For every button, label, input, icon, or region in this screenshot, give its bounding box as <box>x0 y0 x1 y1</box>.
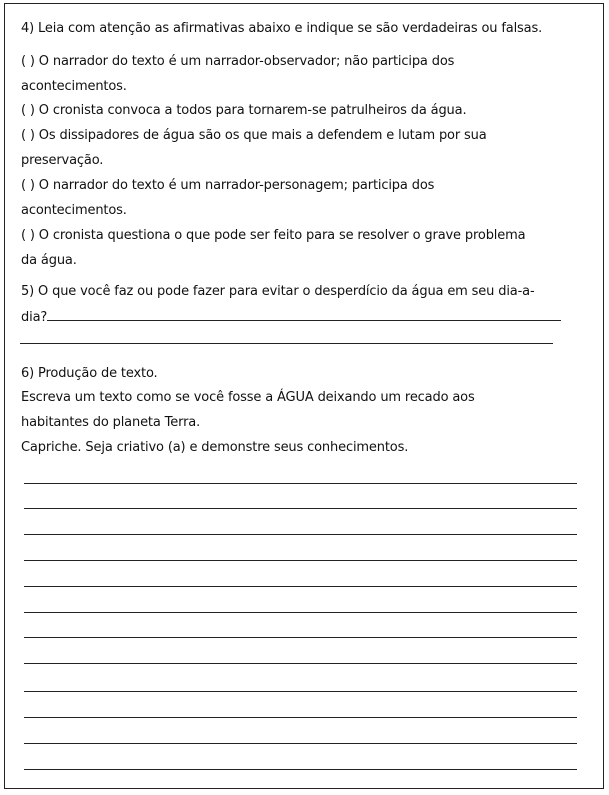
q4-statement-4-line-1: ( ) O narrador do texto é um narrador-personagem; participa dos <box>21 178 435 193</box>
q4-statement-5-line-2: da água. <box>21 253 77 268</box>
question-5-line-1: 5) O que você faz ou pode fazer para evitar o desperdício da água em seu dia-a- <box>21 284 535 299</box>
question-4-title: 4) Leia com atenção as afirmativas abaixo e indique se são verdadeiras ou falsas. <box>21 21 543 36</box>
q4-statement-2: ( ) O cronista convoca a todos para tornarem-se patrulheiros da água. <box>21 103 467 118</box>
question-6-instruction-line-2: habitantes do planeta Terra. <box>21 415 201 430</box>
writing-line[interactable] <box>24 586 577 587</box>
q4-statement-3-line-2: preservação. <box>21 153 104 168</box>
question-6-instruction-line-1: Escreva um texto como se você fosse a ÁGUA deixando um recado aos <box>21 390 475 405</box>
writing-line[interactable] <box>24 560 577 561</box>
q4-statement-3-line-1: ( ) Os dissipadores de água são os que mais a defendem e lutam por sua <box>21 128 487 143</box>
writing-line[interactable] <box>24 691 577 692</box>
q5-answer-blank-2[interactable] <box>20 343 553 344</box>
writing-line[interactable] <box>24 769 577 770</box>
q4-statement-4-line-2: acontecimentos. <box>21 203 127 218</box>
writing-line[interactable] <box>24 663 577 664</box>
writing-line[interactable] <box>24 637 577 638</box>
q4-statement-1-line-1: ( ) O narrador do texto é um narrador-observador; não participa dos <box>21 54 455 69</box>
writing-line[interactable] <box>24 508 577 509</box>
writing-line[interactable] <box>24 717 577 718</box>
worksheet-page <box>4 3 604 789</box>
writing-line[interactable] <box>24 612 577 613</box>
question-5-line-2-text: dia? <box>21 310 48 325</box>
question-6-title: 6) Produção de texto. <box>21 366 158 381</box>
question-5-line-2 <box>21 308 561 326</box>
writing-line[interactable] <box>24 483 577 484</box>
writing-line[interactable] <box>24 743 577 744</box>
q4-statement-5-line-1: ( ) O cronista questiona o que pode ser feito para se resolver o grave problema <box>21 228 526 243</box>
question-6-instruction-line-3: Capriche. Seja criativo (a) e demonstre seus conhecimentos. <box>21 440 409 455</box>
writing-line[interactable] <box>24 534 577 535</box>
q4-statement-1-line-2: acontecimentos. <box>21 79 127 94</box>
q5-answer-blank-1[interactable] <box>47 308 561 321</box>
